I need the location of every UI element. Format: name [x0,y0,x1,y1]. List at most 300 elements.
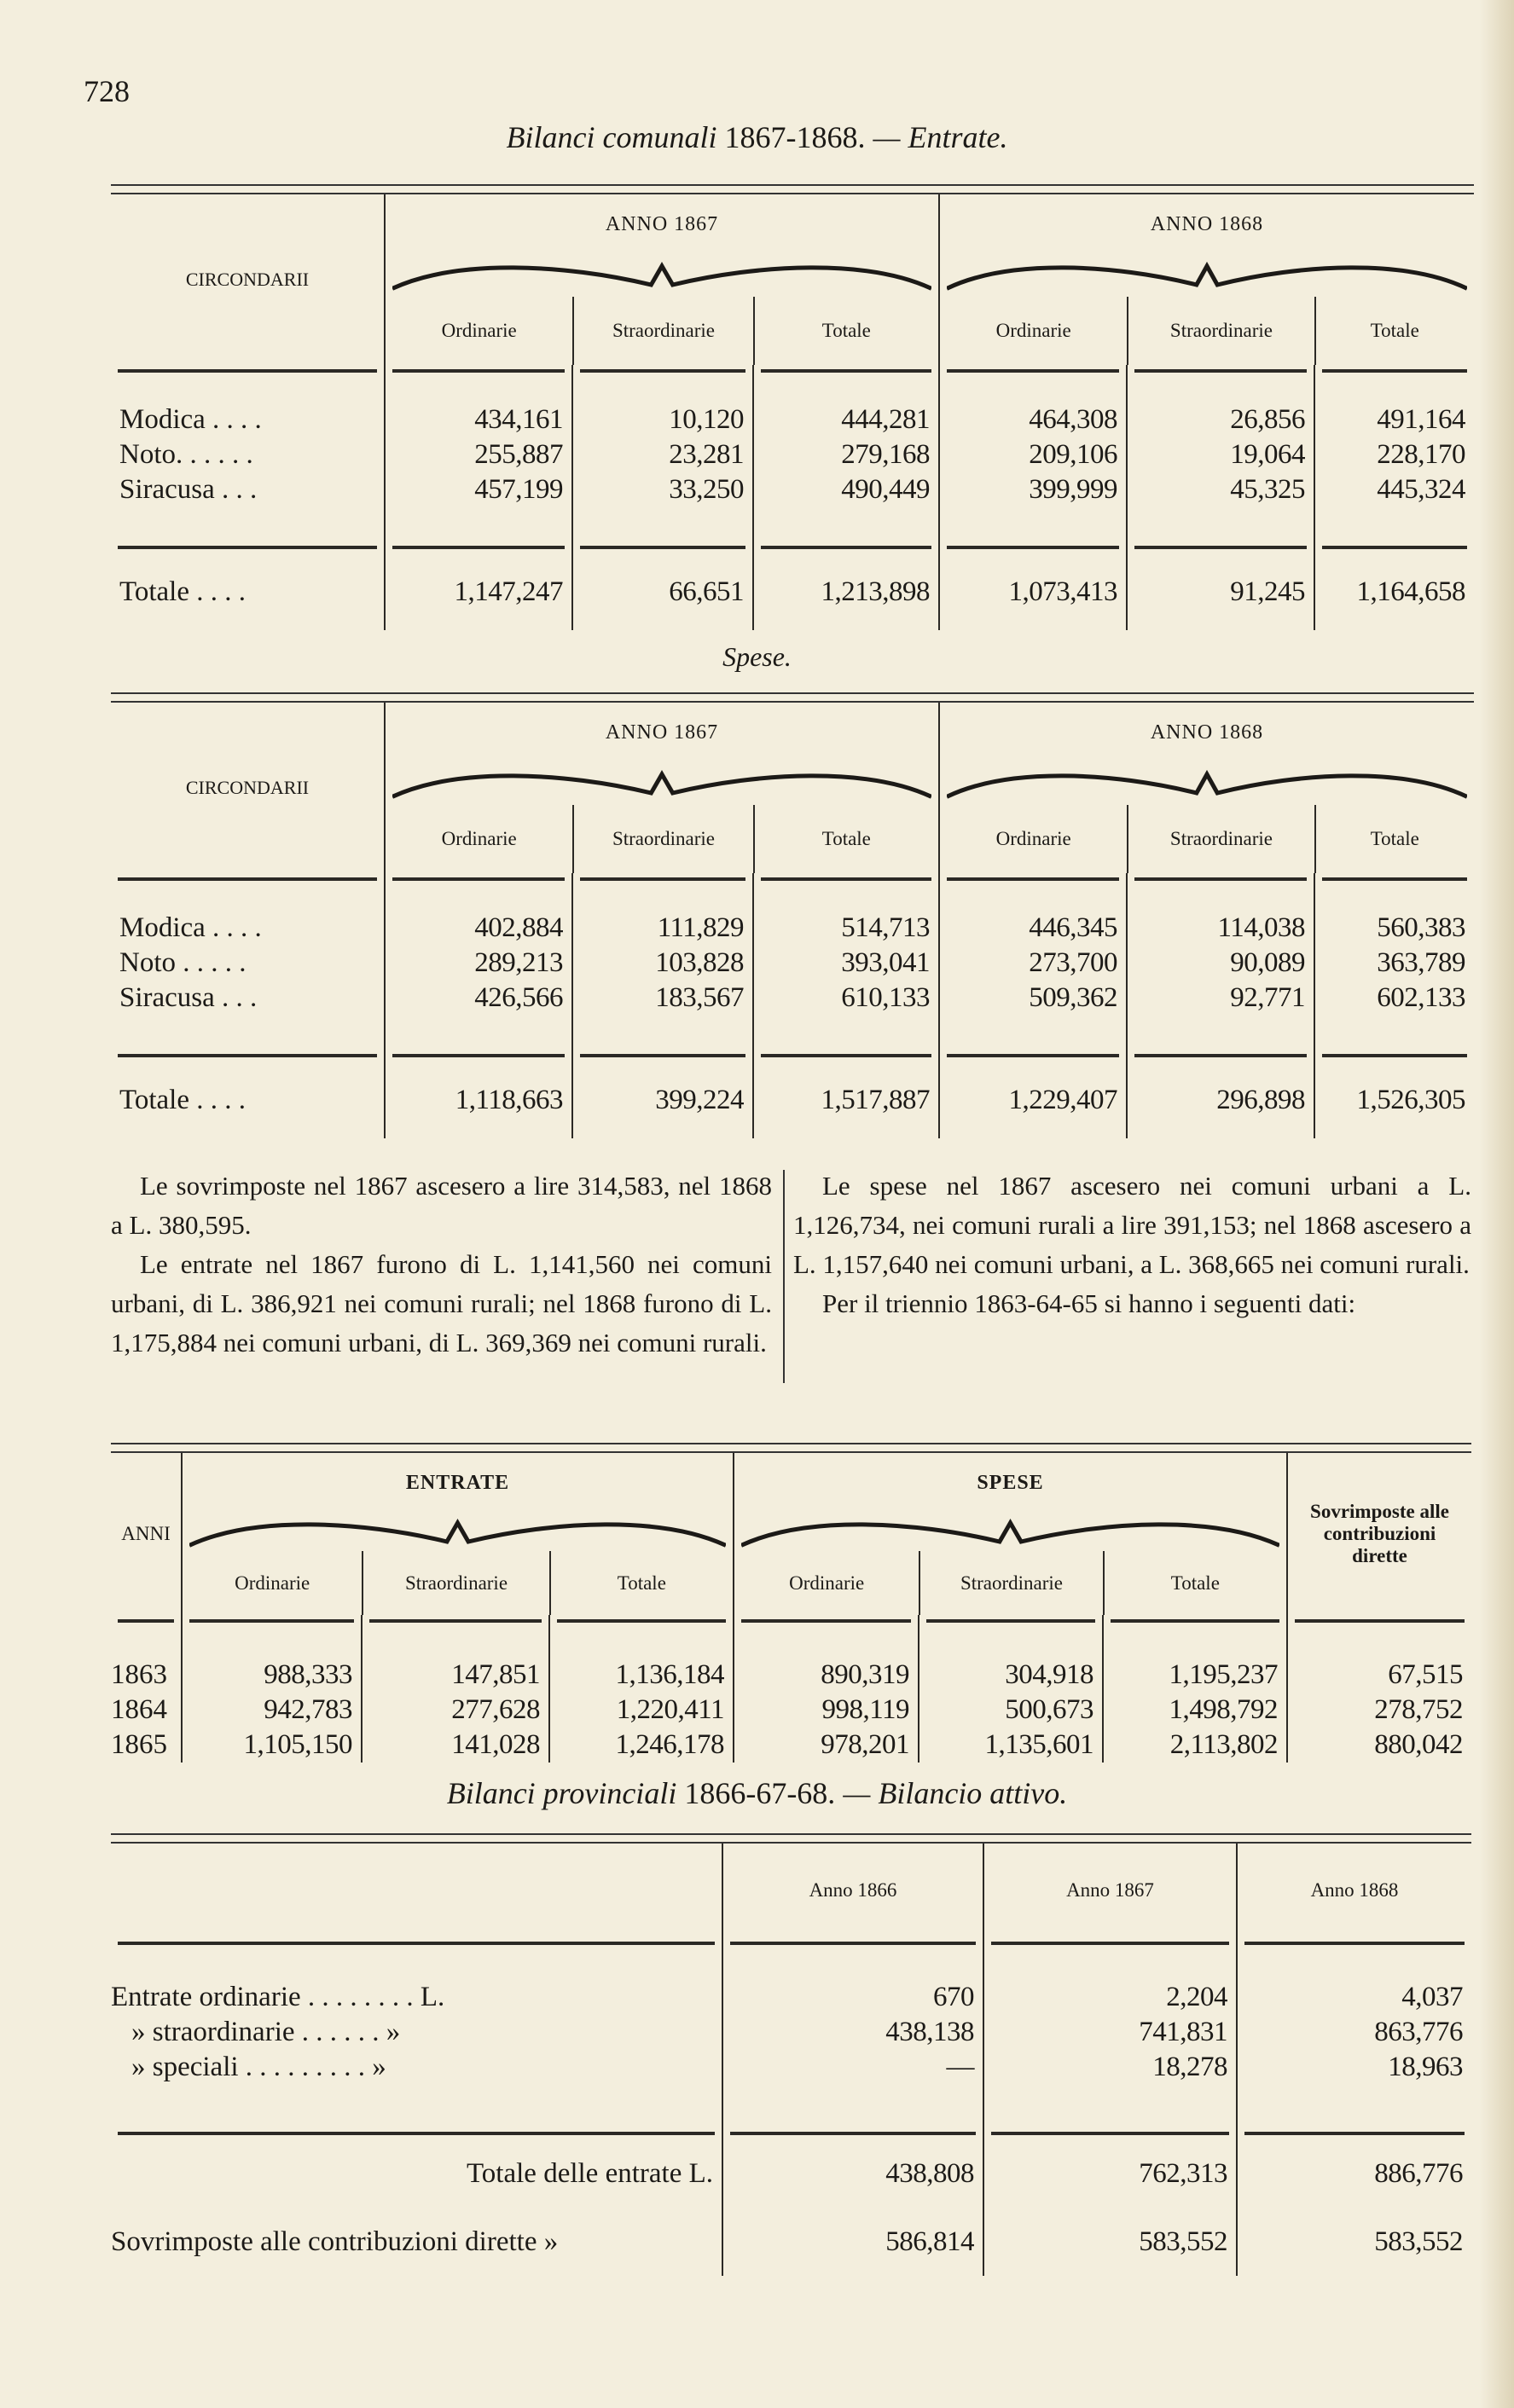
spacer [571,377,752,402]
total-rule [571,541,752,553]
table-row [940,254,1474,297]
row-label: 1864 [111,1694,167,1725]
data-cell: 457,199 [384,472,571,507]
table-row [111,541,1474,553]
spacer [111,1016,384,1050]
header-rule [571,873,752,885]
row-label: 1865 [111,1729,167,1760]
data-cell: 23,281 [571,437,752,472]
spacer [752,885,938,911]
year-header: ANNO 1867 [605,721,719,744]
data-cell: 445,324 [1314,472,1474,507]
header-rule [111,365,384,377]
text-right-column [793,1166,1471,1323]
total-rule [384,1050,571,1062]
table-row [111,1980,1471,2015]
spacer [1314,1016,1474,1050]
group-header: SPESE [977,1471,1044,1494]
row-label: » speciali . . . . . . . . . » [131,2052,386,2082]
spacer [1126,507,1314,541]
data-cell: 880,042 [1286,1728,1471,1763]
row-label: Noto . . . . . [119,947,247,978]
spacer [918,1627,1102,1658]
header-rule [361,1615,548,1627]
paragraph: Per il triennio 1863-64-65 si hanno i seguenti dati: [822,1288,1356,1318]
spacer [1126,377,1314,402]
column-header: Straordinarie [362,1551,548,1615]
column-header: Ordinarie [441,320,517,341]
total-cell: 1,073,413 [938,553,1126,630]
column-header-anni: ANNI [121,1523,171,1544]
spacer [111,1844,722,1937]
total-rule [384,541,571,553]
page-edge-shadow [1480,0,1514,2408]
data-cell: 289,213 [384,946,571,981]
spacer [938,377,1126,402]
total-label: Totale . . . . [119,1084,246,1115]
total-rule [1126,541,1314,553]
column-header: Totale [1314,805,1474,873]
spacer [181,1627,361,1658]
double-rule [111,692,1474,703]
data-cell: 103,828 [571,946,752,981]
spacer [571,507,752,541]
data-cell: 19,064 [1126,437,1314,472]
spacer [361,1627,548,1658]
brace-icon [940,762,1474,805]
column-header: Totale [549,1551,733,1615]
year-group-1 [384,194,938,365]
data-cell: 141,028 [361,1728,548,1763]
data-cell: 277,628 [361,1693,548,1728]
data-cell: 273,700 [938,946,1126,981]
data-cell: 92,771 [1126,981,1314,1016]
table-row [940,194,1474,254]
row-label: Modica . . . . [119,404,262,435]
group-header: ENTRATE [405,1471,510,1494]
total-rule [1236,2127,1471,2139]
entrate-title-years: 1867-1868. [724,120,866,154]
table-row [111,507,1474,541]
data-cell: 602,133 [1314,981,1474,1016]
spacer [1286,1627,1471,1658]
data-cell: 18,278 [983,2050,1236,2085]
total-cell: 296,898 [1126,1062,1314,1138]
spacer [983,2085,1236,2127]
data-cell: 4,037 [1236,1980,1471,2015]
data-cell: 209,106 [938,437,1126,472]
total-rule [752,1050,938,1062]
spacer [111,507,384,541]
table-row [386,297,938,365]
data-cell: 426,566 [384,981,571,1016]
header-rule [111,1937,722,1949]
spacer [1236,1949,1471,1980]
provinciali-title [0,1775,1514,1811]
column-header: Ordinarie [995,828,1071,849]
table-row [111,2127,1471,2139]
spacer [384,885,571,911]
data-cell: 491,164 [1314,402,1474,437]
total-rule [111,1050,384,1062]
table-row [111,472,1474,507]
data-cell: 111,829 [571,911,752,946]
double-rule [111,1443,1471,1453]
data-cell: 514,713 [752,911,938,946]
data-cell: 446,345 [938,911,1126,946]
data-cell: 741,831 [983,2015,1236,2050]
header-rule [938,873,1126,885]
spacer [752,1016,938,1050]
table-row [734,1551,1286,1615]
data-cell: 509,362 [938,981,1126,1016]
total-rule [571,1050,752,1062]
provinciali-title-rest: — Bilancio attivo. [835,1776,1068,1810]
data-cell: 942,783 [181,1693,361,1728]
spacer [752,377,938,402]
header-rule [111,1615,181,1627]
header-rule [752,873,938,885]
header-rule [722,1937,983,1949]
paragraph: Le entrate nel 1867 furono di L. 1,141,560 nei comuni urbani, di L. 386,921 nei comuni rurali; nel 1868 furono di L. 1,175,884 nei comuni urbani, di L. 369,369 nei comuni rurali. [111,1249,772,1357]
data-cell: 1,135,601 [918,1728,1102,1763]
year-header: ANNO 1867 [605,212,719,235]
column-divider [783,1170,785,1383]
column-header: Straordinarie [572,297,752,365]
data-cell: 1,220,411 [548,1693,733,1728]
table-row [734,1513,1286,1551]
total-cell: 438,808 [722,2139,983,2208]
row-label: Entrate ordinarie . . . . . . . . L. [111,1982,445,2012]
table-row [734,1453,1286,1513]
data-cell: 998,119 [733,1693,918,1728]
spacer [722,2085,983,2127]
header-rule [938,365,1126,377]
header-rule [571,365,752,377]
spacer [384,507,571,541]
provinciali-title-years: 1866-67-68. [684,1776,836,1810]
header-rule [1102,1615,1286,1627]
data-cell: 228,170 [1314,437,1474,472]
table-row [183,1513,733,1551]
sovrimposte-cell: 583,552 [1236,2208,1471,2276]
column-header: Totale [753,805,938,873]
table-row [940,297,1474,365]
spacer [111,377,384,402]
table-row [386,703,938,762]
table-row [111,1949,1471,1980]
year-group-2 [938,703,1474,873]
column-header: Totale [1103,1551,1286,1615]
total-label: Totale delle entrate L. [466,2157,713,2189]
total-label: Totale . . . . [119,576,246,607]
header-rule [1236,1937,1471,1949]
spacer [1126,885,1314,911]
spacer [111,1949,722,1980]
data-cell: 278,752 [1286,1693,1471,1728]
spacer [752,507,938,541]
table-row [111,1050,1474,1062]
header-rule [181,1615,361,1627]
data-cell: 393,041 [752,946,938,981]
column-header-circondarii: CIRCONDARII [185,777,310,798]
data-cell: 610,133 [752,981,938,1016]
provinciali-title-main: Bilanci provinciali [446,1776,685,1810]
total-cell: 66,651 [571,553,752,630]
table-row [183,1551,733,1615]
spacer [1102,1627,1286,1658]
year-header: ANNO 1868 [1150,212,1264,235]
spacer [722,1949,983,1980]
table-row [111,2050,1471,2085]
data-cell: 490,449 [752,472,938,507]
column-header: Ordinarie [441,828,517,849]
entrate-table [111,184,1474,630]
table-row [111,946,1474,981]
year-header: ANNO 1868 [1150,721,1264,744]
table-row [111,1062,1474,1138]
total-rule [938,541,1126,553]
row-label: Siracusa . . . [119,982,258,1013]
data-cell: 1,195,237 [1102,1658,1286,1693]
table-row [386,762,938,805]
table-row [111,873,1474,885]
page-number: 728 [84,74,130,108]
brace-icon [386,762,938,805]
data-cell: 560,383 [1314,911,1474,946]
spacer [938,507,1126,541]
column-header: Anno 1867 [983,1844,1236,1937]
header-rule [384,365,571,377]
data-cell: 464,308 [938,402,1126,437]
data-cell: 399,999 [938,472,1126,507]
header-rule [1314,873,1474,885]
table-row [111,885,1474,911]
column-header-circondarii: CIRCONDARII [185,269,310,290]
header-rule [1126,873,1314,885]
column-header: Ordinarie [995,320,1071,341]
total-cell: 1,526,305 [1314,1062,1474,1138]
total-cell: 762,313 [983,2139,1236,2208]
total-cell: 91,245 [1126,553,1314,630]
table-row [111,911,1474,946]
data-cell: 26,856 [1126,402,1314,437]
group-group1 [181,1453,733,1615]
total-rule [1126,1050,1314,1062]
data-cell: 500,673 [918,1693,1102,1728]
brace-icon [183,1513,733,1551]
table-row [111,2139,1471,2208]
data-cell: 304,918 [918,1658,1102,1693]
provinciali-table [111,1833,1471,2276]
table-row [111,2085,1471,2127]
text-left-column [111,1166,772,1363]
data-cell: 114,038 [1126,911,1314,946]
data-cell: 2,113,802 [1102,1728,1286,1763]
column-header: Straordinarie [1127,805,1314,873]
total-rule [938,1050,1126,1062]
total-cell: 399,224 [571,1062,752,1138]
row-label: » straordinarie . . . . . . » [131,2017,401,2047]
header-rule [983,1937,1236,1949]
table-row [940,805,1474,873]
total-rule [111,541,384,553]
table-row [111,1844,1471,1937]
header-rule [733,1615,918,1627]
double-rule [111,1833,1471,1844]
table-header [111,194,1474,365]
spacer [983,1949,1236,1980]
total-cell: 886,776 [1236,2139,1471,2208]
sovrimposte-cell: 586,814 [722,2208,983,2276]
table-row [111,1658,1471,1693]
table-row [111,437,1474,472]
year-group-1 [384,703,938,873]
data-cell: 434,161 [384,402,571,437]
entrate-title [0,119,1514,155]
data-cell: 444,281 [752,402,938,437]
total-rule [1314,1050,1474,1062]
total-cell: 1,229,407 [938,1062,1126,1138]
paragraph: Le spese nel 1867 ascesero nei comuni urbani a L. 1,126,734, nei comuni rurali a lire 391,153; nel 1868 ascesero a L. 1,157,640 nei comuni urbani, a L. 368,665 nei comuni rurali. [793,1171,1471,1279]
row-label: Noto. . . . . . [119,439,253,470]
header-rule [548,1615,733,1627]
spacer [733,1627,918,1658]
column-header: Ordinarie [235,1572,310,1594]
data-cell: 863,776 [1236,2015,1471,2050]
table-row [940,703,1474,762]
spacer [111,2085,722,2127]
total-rule [752,541,938,553]
column-header: Straordinarie [1127,297,1314,365]
data-cell: 1,136,184 [548,1658,733,1693]
spacer [938,885,1126,911]
header-rule [1286,1615,1471,1627]
column-header: Totale [1314,297,1474,365]
spacer [1314,885,1474,911]
data-cell: 890,319 [733,1658,918,1693]
data-cell: 670 [722,1980,983,2015]
table-row [111,1016,1474,1050]
group-group2 [733,1453,1286,1615]
column-header-sovrimposte: Sovrimposte alle contribuzioni dirette [1286,1453,1471,1615]
spacer [571,1016,752,1050]
spacer [1236,2085,1471,2127]
table-row [386,805,938,873]
entrate-title-rest: — Entrate. [865,120,1008,154]
data-cell: 1,498,792 [1102,1693,1286,1728]
triennio-table [111,1443,1471,1763]
spese-title: Spese. [722,641,792,672]
table-row [111,1937,1471,1949]
data-cell: 2,204 [983,1980,1236,2015]
header-rule [111,873,384,885]
data-cell: 45,325 [1126,472,1314,507]
spacer [384,377,571,402]
data-cell: 363,789 [1314,946,1474,981]
total-cell: 1,164,658 [1314,553,1474,630]
data-cell: 1,246,178 [548,1728,733,1763]
brace-icon [734,1513,1286,1551]
spacer [938,1016,1126,1050]
total-rule [722,2127,983,2139]
data-cell: 10,120 [571,402,752,437]
spacer [571,885,752,911]
spacer [111,885,384,911]
column-header: Anno 1868 [1236,1844,1471,1937]
table-row [111,1615,1471,1627]
column-header: Anno 1866 [722,1844,983,1937]
column-header: Straordinarie [919,1551,1102,1615]
table-row [183,1453,733,1513]
table-row [111,402,1474,437]
table-row [386,194,938,254]
spese-table [111,692,1474,1138]
column-header: Straordinarie [572,805,752,873]
table-header [111,703,1474,873]
table-row [940,762,1474,805]
data-cell: 279,168 [752,437,938,472]
brace-icon [386,254,938,297]
data-cell: 183,567 [571,981,752,1016]
sovrimposte-label: Sovrimposte alle contribuzioni dirette » [111,2226,559,2257]
year-group-2 [938,194,1474,365]
table-header [111,1453,1471,1615]
sovrimposte-cell: 583,552 [983,2208,1236,2276]
table-row [111,2208,1471,2276]
table-row [111,1728,1471,1763]
table-row [111,1693,1471,1728]
entrate-title-main: Bilanci comunali [506,120,725,154]
table-row [386,254,938,297]
data-cell: 978,201 [733,1728,918,1763]
header-rule [384,873,571,885]
data-cell: 67,515 [1286,1658,1471,1693]
data-cell: 438,138 [722,2015,983,2050]
table-row [111,365,1474,377]
spacer [548,1627,733,1658]
total-cell: 1,147,247 [384,553,571,630]
data-cell: 255,887 [384,437,571,472]
spacer [1314,507,1474,541]
row-label: Siracusa . . . [119,474,258,505]
data-cell: 1,105,150 [181,1728,361,1763]
table-row [111,981,1474,1016]
data-cell: 18,963 [1236,2050,1471,2085]
data-cell: 33,250 [571,472,752,507]
total-rule [111,2127,722,2139]
total-cell: 1,517,887 [752,1062,938,1138]
spacer [111,1627,181,1658]
table-row [111,377,1474,402]
column-header: Ordinarie [789,1572,865,1594]
table-row [111,2015,1471,2050]
row-label: 1863 [111,1659,167,1690]
spacer [384,1016,571,1050]
table-row [111,1627,1471,1658]
header-rule [1126,365,1314,377]
data-cell: 147,851 [361,1658,548,1693]
double-rule [111,184,1474,194]
data-cell: — [722,2050,983,2085]
row-label: Modica . . . . [119,912,262,943]
column-header: Totale [753,297,938,365]
brace-icon [940,254,1474,297]
header-rule [752,365,938,377]
paragraph: Le sovrimposte nel 1867 ascesero a lire 314,583, nel 1868 a L. 380,595. [111,1171,772,1240]
total-cell: 1,118,663 [384,1062,571,1138]
table-row [111,553,1474,630]
